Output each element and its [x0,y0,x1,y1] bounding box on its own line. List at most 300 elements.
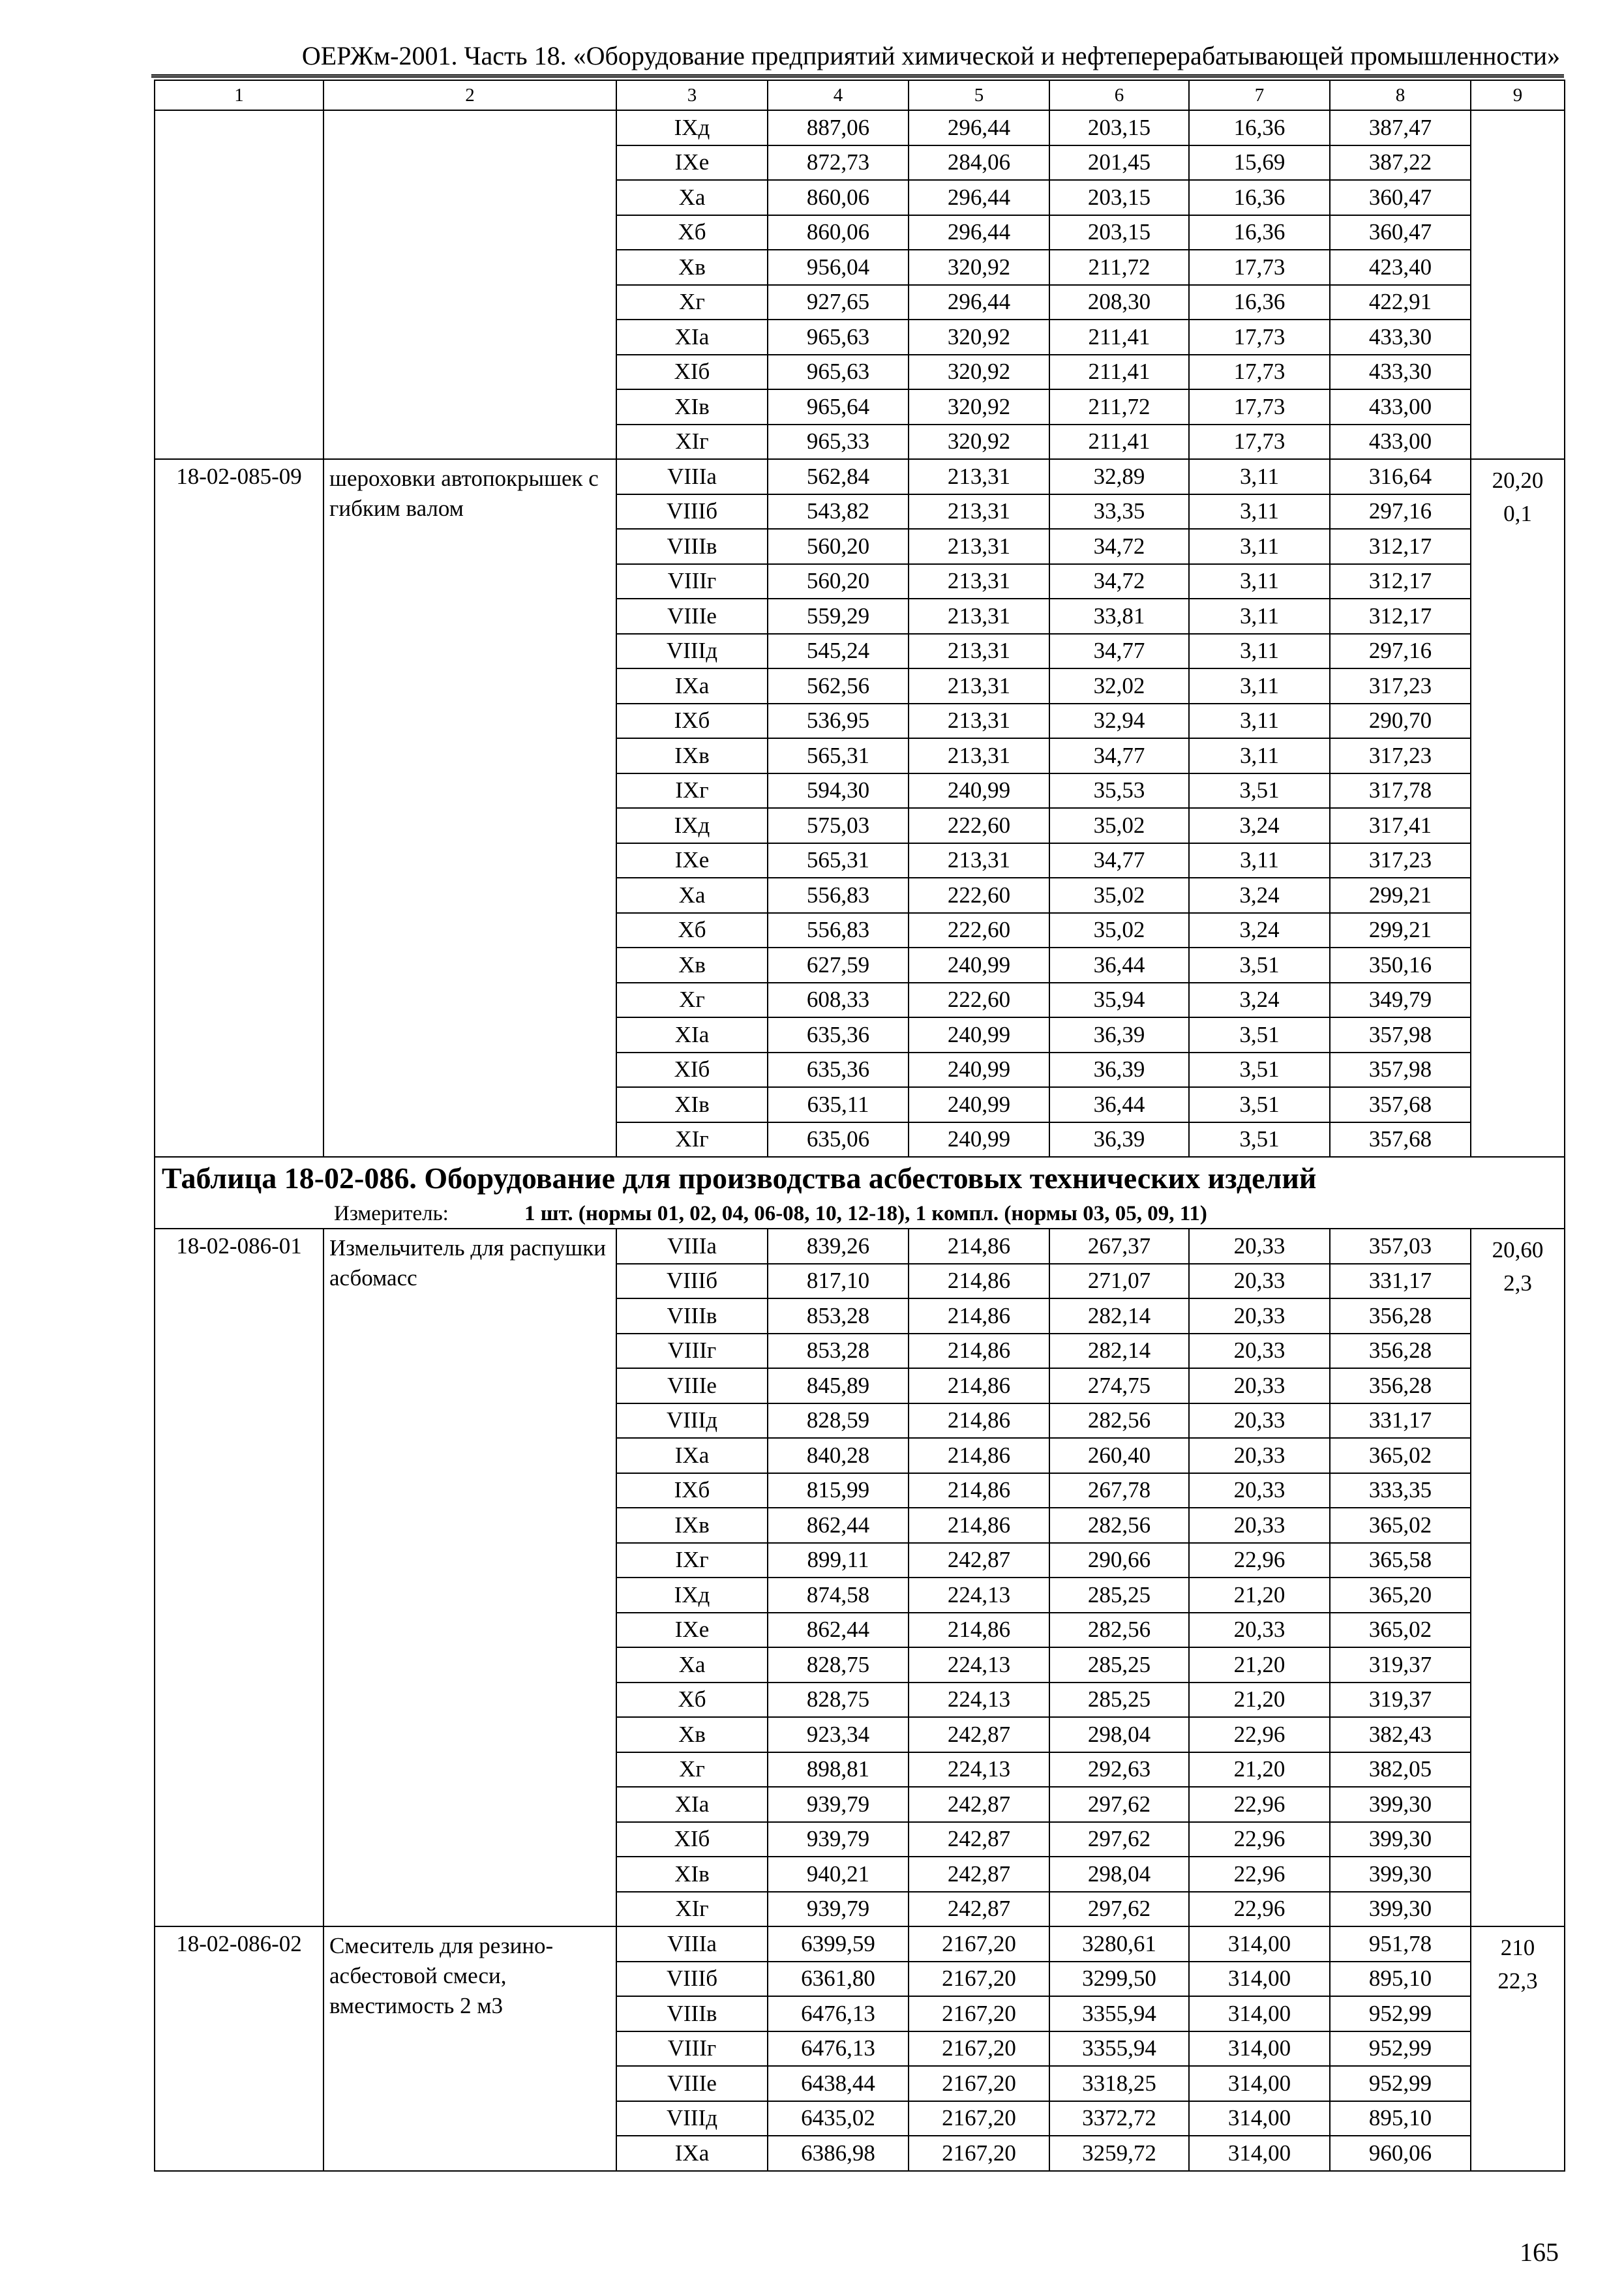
value-cell: 267,37 [1049,1229,1189,1264]
value-cell: 298,04 [1049,1857,1189,1892]
value-cell: 224,13 [909,1647,1049,1683]
zone-cell: IXг [616,1543,768,1578]
value-cell: 433,00 [1330,389,1471,425]
value-cell: 952,99 [1330,1996,1471,2031]
value-cell: 560,20 [768,529,909,564]
value-cell: 3355,94 [1049,1996,1189,2031]
value-cell: 20,33 [1189,1264,1330,1299]
value-cell: 860,06 [768,215,909,250]
value-cell: 35,94 [1049,983,1189,1018]
norms-table [154,80,1565,2172]
value-cell: 3,11 [1189,738,1330,773]
value-cell: 3,51 [1189,1053,1330,1088]
value-cell: 635,36 [768,1017,909,1053]
zone-cell: IXа [616,1438,768,1473]
value-cell: 34,72 [1049,564,1189,599]
value-cell: 635,06 [768,1122,909,1158]
value-cell: 213,31 [909,529,1049,564]
zone-cell: VIIIв [616,1996,768,2031]
value-cell: 285,25 [1049,1683,1189,1718]
value-cell: 213,31 [909,668,1049,704]
value-cell: 965,33 [768,425,909,460]
value-cell: 6361,80 [768,1962,909,1997]
value-cell: 939,79 [768,1787,909,1822]
column-number: 3 [616,80,768,110]
value-cell: 2167,20 [909,2066,1049,2101]
value-cell: 312,17 [1330,564,1471,599]
norm-code: 18-02-086-02 [155,1926,323,2171]
column-number: 1 [155,80,323,110]
value-cell: 22,96 [1189,1892,1330,1927]
value-cell: 298,04 [1049,1717,1189,1752]
value-cell: 297,62 [1049,1892,1189,1927]
value-cell: 3,11 [1189,564,1330,599]
value-cell: 536,95 [768,704,909,739]
value-cell: 6438,44 [768,2066,909,2101]
value-cell: 360,47 [1330,215,1471,250]
value-cell: 3318,25 [1049,2066,1189,2101]
value-cell: 17,73 [1189,355,1330,390]
value-cell: 35,02 [1049,913,1189,948]
value-cell: 240,99 [909,948,1049,983]
value-cell: 3299,50 [1049,1962,1189,1997]
value-cell: 242,87 [909,1543,1049,1578]
value-cell: 320,92 [909,320,1049,355]
value-cell: 828,59 [768,1403,909,1439]
value-cell: 36,39 [1049,1053,1189,1088]
value-cell: 357,98 [1330,1053,1471,1088]
value-cell: 32,94 [1049,704,1189,739]
value-cell: 927,65 [768,285,909,320]
value-cell: 214,86 [909,1334,1049,1369]
value-cell: 3,51 [1189,948,1330,983]
value-cell: 357,98 [1330,1017,1471,1053]
zone-cell: VIIIб [616,1264,768,1299]
value-cell: 895,10 [1330,2101,1471,2136]
value-cell: 224,13 [909,1683,1049,1718]
value-cell: 213,31 [909,459,1049,494]
value-cell: 20,33 [1189,1613,1330,1648]
value-cell: 923,34 [768,1717,909,1752]
value-cell: 608,33 [768,983,909,1018]
column-number: 6 [1049,80,1189,110]
value-cell: 387,47 [1330,110,1471,145]
value-cell: 3,11 [1189,634,1330,669]
value-cell: 314,00 [1189,2101,1330,2136]
value-cell: 853,28 [768,1298,909,1334]
value-cell: 2167,20 [909,2031,1049,2067]
value-cell: 214,86 [909,1508,1049,1543]
value-cell: 242,87 [909,1822,1049,1857]
value-cell: 3,24 [1189,983,1330,1018]
value-cell: 214,86 [909,1613,1049,1648]
value-cell: 20,33 [1189,1298,1330,1334]
value-cell: 282,56 [1049,1403,1189,1439]
value-cell: 365,20 [1330,1578,1471,1613]
column-number: 4 [768,80,909,110]
zone-cell: VIIIг [616,2031,768,2067]
value-cell: 560,20 [768,564,909,599]
equipment-name: шероховки автопокрышек с гибким валом [323,459,616,1157]
value-cell: 290,70 [1330,704,1471,739]
value-cell: 960,06 [1330,2136,1471,2171]
zone-cell: IXб [616,704,768,739]
zone-cell: IXа [616,2136,768,2171]
measure-cell [155,1199,1565,1229]
value-cell: 36,39 [1049,1122,1189,1158]
column-number: 2 [323,80,616,110]
value-cell: 32,89 [1049,459,1189,494]
value-cell: 21,20 [1189,1647,1330,1683]
value-cell: 282,14 [1049,1334,1189,1369]
value-cell: 213,31 [909,564,1049,599]
table-row [155,1926,1565,1962]
value-cell: 965,63 [768,320,909,355]
value-cell: 317,23 [1330,738,1471,773]
value-cell: 16,36 [1189,180,1330,215]
value-cell: 2167,20 [909,1996,1049,2031]
value-cell: 214,86 [909,1368,1049,1403]
value-cell: 242,87 [909,1857,1049,1892]
value-cell: 213,31 [909,494,1049,530]
value-cell: 862,44 [768,1613,909,1648]
value-cell: 365,02 [1330,1613,1471,1648]
value-cell: 828,75 [768,1647,909,1683]
value-cell: 3,51 [1189,1017,1330,1053]
value-cell: 282,56 [1049,1508,1189,1543]
value-cell: 899,11 [768,1543,909,1578]
table-row [155,459,1565,494]
value-cell: 565,31 [768,843,909,878]
value-cell: 939,79 [768,1892,909,1927]
value-cell: 20,33 [1189,1368,1330,1403]
value-cell: 222,60 [909,913,1049,948]
extra-value: 20,60 [1492,1237,1544,1263]
value-cell: 271,07 [1049,1264,1189,1299]
value-cell: 940,21 [768,1857,909,1892]
value-cell: 433,00 [1330,425,1471,460]
zone-cell: VIIIв [616,529,768,564]
column-number-row [155,80,1565,110]
zone-cell: VIIIг [616,1334,768,1369]
zone-cell: XIа [616,320,768,355]
value-cell: 17,73 [1189,425,1330,460]
value-cell: 853,28 [768,1334,909,1369]
value-cell: 317,78 [1330,773,1471,809]
value-cell: 545,24 [768,634,909,669]
value-cell: 382,43 [1330,1717,1471,1752]
column-number: 8 [1330,80,1471,110]
zone-cell: IXб [616,1473,768,1508]
value-cell: 21,20 [1189,1578,1330,1613]
zone-cell: XIа [616,1787,768,1822]
value-cell: 20,33 [1189,1438,1330,1473]
value-cell: 214,86 [909,1403,1049,1439]
value-cell: 240,99 [909,773,1049,809]
value-cell: 35,02 [1049,878,1189,913]
value-cell: 3,51 [1189,1122,1330,1158]
value-cell: 828,75 [768,1683,909,1718]
zone-cell: VIIIб [616,494,768,530]
value-cell: 3,11 [1189,668,1330,704]
value-cell: 331,17 [1330,1264,1471,1299]
value-cell: 562,56 [768,668,909,704]
zone-cell: Xв [616,948,768,983]
value-cell: 2167,20 [909,1962,1049,1997]
value-cell: 815,99 [768,1473,909,1508]
value-cell: 817,10 [768,1264,909,1299]
zone-cell: IXв [616,738,768,773]
value-cell: 319,37 [1330,1683,1471,1718]
zone-cell: Xб [616,215,768,250]
value-cell: 3280,61 [1049,1926,1189,1962]
value-cell: 260,40 [1049,1438,1189,1473]
zone-cell: IXе [616,843,768,878]
value-cell: 211,72 [1049,250,1189,285]
value-cell: 320,92 [909,355,1049,390]
value-cell: 3,24 [1189,808,1330,843]
extra-value: 210 [1500,1935,1535,1960]
value-cell: 213,31 [909,843,1049,878]
value-cell: 214,86 [909,1229,1049,1264]
value-cell: 201,45 [1049,145,1189,181]
zone-cell: XIб [616,1822,768,1857]
zone-cell: XIа [616,1017,768,1053]
zone-cell: XIв [616,1857,768,1892]
value-cell: 213,31 [909,634,1049,669]
value-cell: 36,44 [1049,1087,1189,1122]
value-cell: 3,11 [1189,599,1330,634]
value-cell: 3,51 [1189,773,1330,809]
value-cell: 872,73 [768,145,909,181]
value-cell: 357,03 [1330,1229,1471,1264]
value-cell: 285,25 [1049,1578,1189,1613]
value-cell: 360,47 [1330,180,1471,215]
value-cell: 2167,20 [909,2136,1049,2171]
value-cell: 627,59 [768,948,909,983]
value-cell: 33,35 [1049,494,1189,530]
zone-cell: XIг [616,1122,768,1158]
value-cell: 17,73 [1189,389,1330,425]
value-cell: 365,58 [1330,1543,1471,1578]
value-cell: 350,16 [1330,948,1471,983]
value-cell: 433,30 [1330,355,1471,390]
extra-value: 22,3 [1497,1968,1538,1994]
extra-value: 2,3 [1503,1270,1532,1296]
value-cell: 21,20 [1189,1752,1330,1788]
value-cell: 3,24 [1189,913,1330,948]
value-cell: 282,56 [1049,1613,1189,1648]
zone-cell: Xг [616,983,768,1018]
value-cell: 20,33 [1189,1229,1330,1264]
value-cell: 213,31 [909,599,1049,634]
value-cell: 399,30 [1330,1857,1471,1892]
value-cell: 312,17 [1330,529,1471,564]
value-cell: 203,15 [1049,215,1189,250]
value-cell: 399,30 [1330,1822,1471,1857]
value-cell: 356,28 [1330,1368,1471,1403]
page-number: 165 [1520,2237,1559,2267]
extra-value: 20,20 [1492,468,1544,493]
value-cell: 314,00 [1189,1962,1330,1997]
value-cell: 956,04 [768,250,909,285]
value-cell: 284,06 [909,145,1049,181]
zone-cell: XIг [616,1892,768,1927]
zone-cell: VIIIе [616,599,768,634]
value-cell: 211,41 [1049,320,1189,355]
value-cell: 314,00 [1189,1926,1330,1962]
value-cell: 356,28 [1330,1334,1471,1369]
value-cell: 316,64 [1330,459,1471,494]
value-cell: 224,13 [909,1578,1049,1613]
column-number: 7 [1189,80,1330,110]
zone-cell: IXа [616,668,768,704]
value-cell: 211,41 [1049,425,1189,460]
value-cell: 399,30 [1330,1892,1471,1927]
value-cell: 20,33 [1189,1473,1330,1508]
value-cell: 282,14 [1049,1298,1189,1334]
value-cell: 3,11 [1189,704,1330,739]
value-cell: 862,44 [768,1508,909,1543]
value-cell: 845,89 [768,1368,909,1403]
zone-cell: Xа [616,180,768,215]
value-cell: 242,87 [909,1892,1049,1927]
value-cell: 16,36 [1189,215,1330,250]
value-cell: 382,05 [1330,1752,1471,1788]
equipment-name: Измельчитель для распушки асбомасс [323,1229,616,1926]
value-cell: 203,15 [1049,110,1189,145]
value-cell: 20,33 [1189,1334,1330,1369]
value-cell: 839,26 [768,1229,909,1264]
equipment-name [323,110,616,459]
value-cell: 34,77 [1049,634,1189,669]
value-cell: 290,66 [1049,1543,1189,1578]
value-cell: 6399,59 [768,1926,909,1962]
column-number: 9 [1471,80,1565,110]
value-cell: 874,58 [768,1578,909,1613]
value-cell: 16,36 [1189,110,1330,145]
value-cell: 299,21 [1330,913,1471,948]
value-cell: 423,40 [1330,250,1471,285]
value-cell: 3,11 [1189,529,1330,564]
value-cell: 6435,02 [768,2101,909,2136]
value-cell: 240,99 [909,1122,1049,1158]
zone-cell: VIIIг [616,564,768,599]
zone-cell: IXе [616,145,768,181]
value-cell: 222,60 [909,808,1049,843]
value-cell: 562,84 [768,459,909,494]
value-cell: 297,16 [1330,494,1471,530]
measure-value: 1 шт. (нормы 01, 02, 04, 06-08, 10, 12-18), 1 компл. (нормы 03, 05, 09, 11) [524,1202,1207,1225]
value-cell: 314,00 [1189,2066,1330,2101]
value-cell: 17,73 [1189,320,1330,355]
norm-code: 18-02-086-01 [155,1229,323,1926]
value-cell: 22,96 [1189,1857,1330,1892]
value-cell: 3,11 [1189,494,1330,530]
value-cell: 242,87 [909,1717,1049,1752]
value-cell: 556,83 [768,878,909,913]
value-cell: 214,86 [909,1438,1049,1473]
value-cell: 559,29 [768,599,909,634]
zone-cell: IXг [616,773,768,809]
value-cell: 314,00 [1189,2031,1330,2067]
value-cell: 556,83 [768,913,909,948]
value-cell: 3259,72 [1049,2136,1189,2171]
value-cell: 965,64 [768,389,909,425]
value-cell: 222,60 [909,983,1049,1018]
value-cell: 33,81 [1049,599,1189,634]
value-cell: 840,28 [768,1438,909,1473]
value-cell: 939,79 [768,1822,909,1857]
value-cell: 357,68 [1330,1122,1471,1158]
value-cell: 34,77 [1049,738,1189,773]
norm-code [155,110,323,459]
value-cell: 34,72 [1049,529,1189,564]
value-cell: 6476,13 [768,1996,909,2031]
table-row [155,110,1565,145]
value-cell: 214,86 [909,1298,1049,1334]
value-cell: 296,44 [909,215,1049,250]
extra-cell [1471,459,1565,1157]
value-cell: 565,31 [768,738,909,773]
table-row [155,1229,1565,1264]
value-cell: 296,44 [909,285,1049,320]
zone-cell: VIIIб [616,1962,768,1997]
value-cell: 274,75 [1049,1368,1189,1403]
value-cell: 224,13 [909,1752,1049,1788]
value-cell: 20,33 [1189,1508,1330,1543]
value-cell: 356,28 [1330,1298,1471,1334]
value-cell: 22,96 [1189,1543,1330,1578]
value-cell: 22,96 [1189,1822,1330,1857]
value-cell: 15,69 [1189,145,1330,181]
value-cell: 594,30 [768,773,909,809]
zone-cell: IXд [616,110,768,145]
value-cell: 349,79 [1330,983,1471,1018]
zone-cell: XIб [616,355,768,390]
value-cell: 36,39 [1049,1017,1189,1053]
value-cell: 319,37 [1330,1647,1471,1683]
value-cell: 242,87 [909,1787,1049,1822]
zone-cell: IXе [616,1613,768,1648]
zone-cell: VIIIа [616,459,768,494]
zone-cell: VIIIд [616,2101,768,2136]
zone-cell: Xг [616,1752,768,1788]
value-cell: 433,30 [1330,320,1471,355]
extra-cell [1471,1229,1565,1926]
value-cell: 32,02 [1049,668,1189,704]
zone-cell: IXв [616,1508,768,1543]
zone-cell: Xв [616,1717,768,1752]
value-cell: 952,99 [1330,2031,1471,2067]
value-cell: 543,82 [768,494,909,530]
zone-cell: Xб [616,913,768,948]
value-cell: 3355,94 [1049,2031,1189,2067]
value-cell: 898,81 [768,1752,909,1788]
value-cell: 20,33 [1189,1403,1330,1439]
value-cell: 35,02 [1049,808,1189,843]
value-cell: 314,00 [1189,1996,1330,2031]
zone-cell: VIIIа [616,1229,768,1264]
value-cell: 213,31 [909,704,1049,739]
norm-code: 18-02-085-09 [155,459,323,1157]
value-cell: 399,30 [1330,1787,1471,1822]
equipment-name: Смеситель для резино-асбестовой смеси, вместимость 2 м3 [323,1926,616,2171]
value-cell: 3,51 [1189,1087,1330,1122]
value-cell: 357,68 [1330,1087,1471,1122]
zone-cell: VIIIд [616,1403,768,1439]
value-cell: 292,63 [1049,1752,1189,1788]
